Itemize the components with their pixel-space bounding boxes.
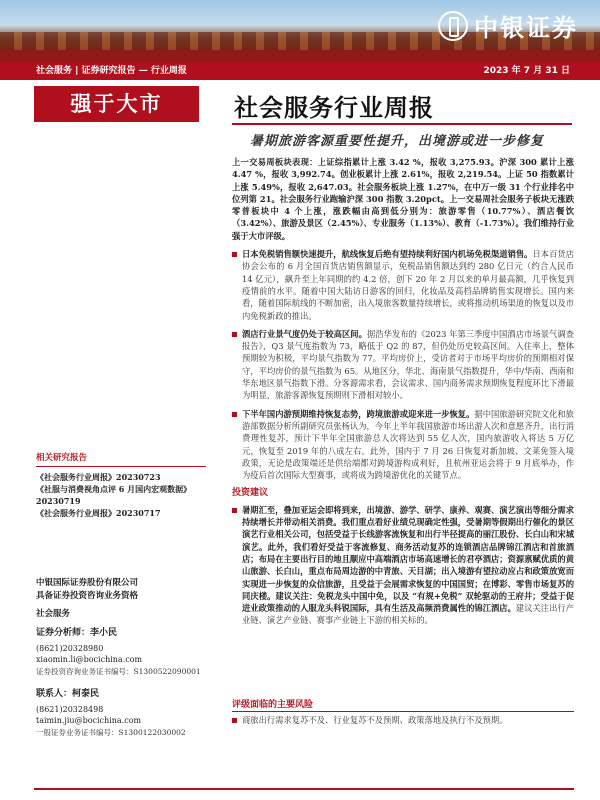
bullet-text: 日本百货店协会公布的 6 月全国百货店销售额显示，免税品销售额达到约 280 亿日元（约合人民币 14 亿元），飙升至上年同期的约 4.2 倍，创下 20 年 2 月以来的单月最高额，几乎恢复到疫情前的水平。随着中国大陆访日游客的回归，化妆品及高档品牌销售实现增长。国内来看，随着国际航线的不断加密，出入境旅客数量持续增长，或将推动机场渠道的恢复以及市内免税新政的推出。 (242, 249, 574, 321)
company-logo (438, 8, 578, 43)
contact-certificate: 一般证券业务证书编号：S1300122030002 (36, 727, 186, 737)
related-research-heading: 相关研究报告 (36, 453, 88, 463)
bullet-text: 据浩华发布的《2023 年第三季度中国酒店市场景气调查报告》，Q3 景气度指数为 73，略低于 Q2 的 87，但仍处历史较高区间。入住率上，整体预期较为积极，平均景气指数为 77。平均房价上，受访者对于市场平均房价的预期相对保守，平均房价的景气指数为 65。从地区分，华北、海南景气指数提升，华中/华南、西南和华东地区景气指数下滑。分客源需求看，会议需求、国内商务需求预期恢复程度环比下滑最为明显，旅游客源恢复预期则下滑相对较小。 (242, 328, 574, 401)
header-bar (0, 62, 600, 80)
contact-name: 联系人：柯泰民 (36, 689, 100, 699)
analyst-email[interactable]: xiaomin.li@bocichina.com (36, 655, 143, 664)
related-research (36, 452, 206, 519)
logo-text: 中银证券 (474, 14, 578, 42)
sidebar-divider (36, 466, 206, 467)
advice-heading: 投资建议 (232, 488, 269, 499)
analyst-info (36, 626, 206, 738)
bank-logo-icon (438, 11, 468, 41)
footer-divider (34, 788, 574, 790)
bullet-heading: 下半年国内游预期维持恢复态势，跨境旅游或迎来进一步恢复。 (242, 408, 475, 419)
analyst-certificate: 证券投资咨询业务证书编号：S1300522090001 (36, 666, 201, 676)
risk-divider (232, 711, 574, 712)
sector-label: 社会服务 (36, 609, 71, 619)
company-name: 中银国际证券股份有限公司 (36, 578, 139, 588)
title-divider (232, 123, 572, 125)
contact-email[interactable]: taimin.jiu@bocichina.com (36, 716, 142, 725)
main-content (232, 156, 574, 633)
analyst-name: 证券分析师：李小民 (36, 628, 118, 638)
bullet-point (232, 248, 574, 322)
rating-badge: 强于大市 (34, 86, 199, 122)
bullet-heading: 酒店行业景气度仍处于较高区间。 (242, 328, 367, 339)
company-info (36, 577, 206, 621)
advice-text: 建议关注出行产业链、演艺产业链、赛事产业链上下游的相关标的。 (242, 603, 574, 626)
company-license: 具备证券投资咨询业务资格 (36, 591, 139, 601)
bullet-heading: 日本免税销售额快速提升，航线恢复后绝有望持续利好国内机场免税渠道销售。 (242, 249, 533, 260)
advice-text-bold: 暑期汇至，叠加亚运会即将到来，出境游、游学、研学、康养、观赛、演艺演出等细分需求持续增长并带动相关消费。我们重点看好业绩兑现确定性强，受暑期等假期出行催化的景区演艺行业相关公司，包括受益于长线游客流恢复和出行半径提高的丽江股份、长白山和宋城演艺。此外，我们看好受益于客流修复、商务活动复苏的连锁酒店品牌锦江酒店和首旅酒店；布局在主要出行目的地且顺应中高端酒店市场高速增长的君亭酒店；资源禀赋优质的黄山旅游、长白山，重点布局周边游的中青旅、天目湖；出入境游有望拉动应占和政策放宽而实现进一步恢复的众信旅游，且受益于会展需求恢复的中国国贸；在博彩、零售市场复苏的同庆楼。建议关注：免税龙头中国中免，以及 “有规+免税” 双轮驱动的王府井；受益于促进业政策推动的人服龙头科锐国际，具有生活及高频消费属性的锦江酒店。 (242, 504, 574, 614)
risk-text: 商旅出行需求复苏不及、行业复苏不及预期、政策落地及执行不及预期。 (232, 714, 574, 726)
analyst-phone: (8621)20328980 (36, 643, 104, 653)
contact-phone: (8621)20328498 (36, 704, 104, 714)
header-banner (0, 0, 600, 62)
related-report-link[interactable]: 《社会服务行业周报》20230723 (36, 472, 161, 482)
bullet-point (232, 408, 574, 482)
risk-heading: 评级面临的主要风险 (232, 700, 314, 710)
related-report-link[interactable]: 《社会服务行业周报》20230717 (36, 508, 161, 518)
summary-paragraph: 上一交易周板块表现：上证综指累计上涨 3.42 %，报收 3,275.93。沪深 300 累计上涨 4.47 %，报收 3,992.74。创业板累计上涨 2.61%，报收 2,219.54。上证 50 指数累计上涨 5.49%，报收 2,647.03。社会服务板块上涨 1.27%，在中万一级 31 个行业排名中位列第 21。社会服务行业跑输沪深 300 指数 3.20pct。上一交易周社会服务子板块无涨跌零普板块中 4 个上涨，涨跌幅由高到低分别为：旅游零售（10.77%）、酒店餐饮（3.42%）、旅游及景区（2.45%）、专业服务（1.13%）、教育（-1.73%）。我们维持行业强于大市评级。 (232, 157, 574, 241)
risk-section (232, 714, 574, 732)
banner-wall (0, 50, 600, 62)
bullet-point (232, 328, 574, 402)
report-category: 社会服务 | 证券研究报告 — 行业周报 (36, 66, 187, 76)
page-title: 社会服务行业周报 (234, 93, 434, 122)
bullet-text: 据中国旅游研究院文化和旅游部数据分析所副研究员张杨认为，今年上半年我国旅游市场出游人次和意愿齐升，出行消费理性复苏，预计下半年全国旅游总人次将达到 55 亿人次，国内旅游收入将达 5 万亿元，恢复至 2019 年的八成左右。此外，国内于 7 月 26 日恢复对新加坡、文莱免签入境政策，无论是政策端还是供给端都对跨境游构成利好，且杭州亚运会将于 9 月底举办，作为疫后首次国际大型赛事，或将成为跨境游优化的关键节点。 (242, 408, 574, 481)
report-date: 2023 年 7 月 31 日 (483, 66, 570, 76)
related-report-link[interactable]: 《社服与消费视角点评 6 月国内宏观数据》20230719 (36, 484, 192, 506)
page-subtitle: 暑期旅游客源重要性提升，出境游或进一步修复 (250, 134, 545, 149)
advice-bullet (232, 504, 574, 627)
